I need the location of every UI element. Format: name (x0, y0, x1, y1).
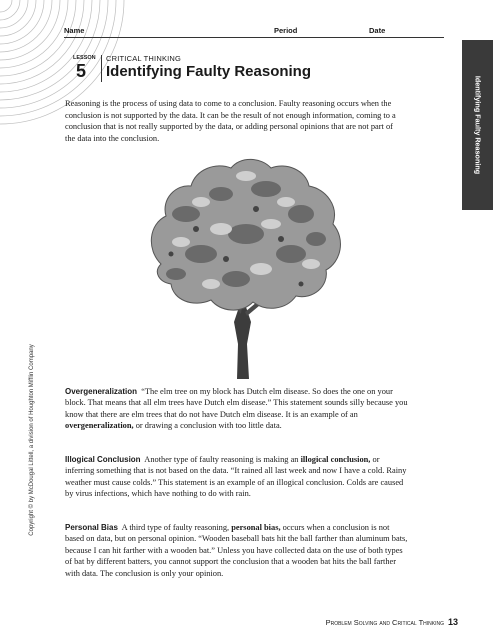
period-label: Period (274, 26, 298, 35)
side-tab-label: Identifying Faulty Reasoning (473, 75, 482, 175)
lesson-kicker: CRITICAL THINKING (106, 54, 182, 63)
illogical-bold: illogical conclusion, (300, 455, 371, 464)
copyright-notice: Copyright © by McDougal Littell, a division of Houghton Mifflin Company (29, 344, 35, 536)
lesson-label: LESSON (73, 55, 96, 61)
footer-label: Problem Solving and Critical Thinking (325, 618, 444, 627)
illogical-conclusion-term: Illogical Conclusion (65, 455, 141, 464)
header-rule (64, 37, 444, 38)
overgeneralization-text-2: or drawing a conclusion with too little data. (133, 421, 282, 431)
overgeneralization-paragraph (65, 386, 410, 432)
side-tab (462, 40, 493, 210)
overgeneralization-term: Overgeneralization (65, 387, 138, 396)
date-label: Date (369, 26, 386, 35)
overgeneralization-bold: overgeneralization, (65, 421, 134, 431)
bias-text-2: occurs when a conclusion is not based on data, but on personal opinion. “Wooden baseball bats hit the ball farther than aluminum bats, because I can hit farther with a wooden bat.” Unless you have collected data on the use of both types of bat by different batters, you cannot support the conclusion that a wooden bat hits the ball farther with data. The conclusion is only your opinion. (65, 523, 408, 578)
overgeneralization-text-1: “The elm tree on my block has Dutch elm disease. So does the one on your block. That means that all elm trees have Dutch elm disease.” This statement sounds silly because you know that there are elm trees that do not have Dutch elm disease. It is an example of an (65, 387, 408, 419)
intro-paragraph: Reasoning is the process of using data to come to a conclusion. Faulty reasoning occurs when the conclusion is not supported by the data. It can be the result of not enough information, coming to a conclusion that is not really supported by the data, or adding personal opinions that are not part of the data into the conclusion. (65, 99, 396, 143)
bias-bold: personal bias, (231, 523, 281, 532)
illogical-text-1: Another type of faulty reasoning is making an (144, 455, 301, 464)
personal-bias-paragraph (65, 522, 410, 579)
lesson-number: 5 (76, 61, 87, 81)
bias-text-1: A third type of faulty reasoning, (121, 523, 232, 532)
illogical-text-2: or inferring something that is not based on the data. “It rained all last week and now I have a cold. Rainy weather must cause colds.” This statement is an example of an illogical conclusion. Colds are caused by virus infections, which have nothing to do with rain. (65, 455, 407, 499)
personal-bias-term: Personal Bias (65, 523, 118, 532)
elm-tree-illustration (141, 154, 346, 379)
illogical-conclusion-paragraph (65, 454, 410, 500)
name-label: Name (64, 26, 85, 35)
page-number: 13 (447, 617, 458, 627)
page-footer (326, 617, 458, 627)
title-divider (101, 55, 102, 82)
page-title: Identifying Faulty Reasoning (106, 63, 312, 80)
